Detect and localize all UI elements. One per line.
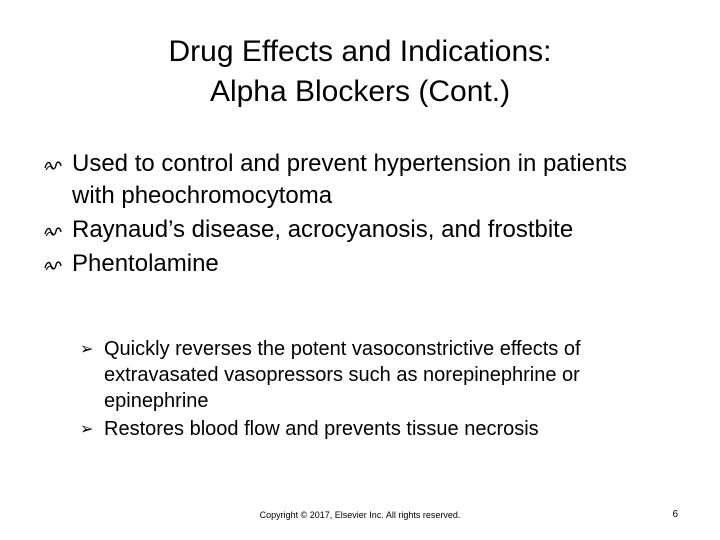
sub-bullet-text: Quickly reverses the potent vasoconstrictive effects of extravasated vasopressors such as norepinephrine or epinephrine — [104, 338, 581, 412]
swirl-bullet-icon — [44, 158, 62, 172]
arrow-bullet-icon: ➢ — [80, 339, 94, 358]
bullet-text: Phentolamine — [72, 250, 219, 277]
bullet-item — [0, 248, 672, 280]
copyright-footer: Copyright © 2017, Elsevier Inc. All rights reserved. — [259, 510, 461, 520]
sub-bullet-list — [0, 336, 720, 442]
slide-title-line-2: Alpha Blockers (Cont.) — [209, 75, 511, 108]
swirl-bullet-icon — [44, 258, 62, 272]
slide-title-line-1: Drug Effects and Indications: — [168, 35, 552, 68]
bullet-item — [0, 148, 672, 212]
slide-title — [0, 32, 720, 112]
bullet-list — [0, 148, 720, 280]
bullet-text: Used to control and prevent hypertension in patients with pheochromocytoma — [72, 150, 628, 209]
swirl-bullet-icon — [44, 224, 62, 238]
page-number: 6 — [672, 509, 678, 520]
sub-bullet-item — [0, 336, 664, 414]
bullet-text: Raynaud’s disease, acrocyanosis, and frostbite — [72, 216, 574, 243]
arrow-bullet-icon: ➢ — [80, 419, 94, 438]
sub-bullet-text: Restores blood flow and prevents tissue necrosis — [104, 418, 539, 440]
bullet-item — [0, 214, 672, 246]
sub-bullet-item — [0, 416, 664, 442]
